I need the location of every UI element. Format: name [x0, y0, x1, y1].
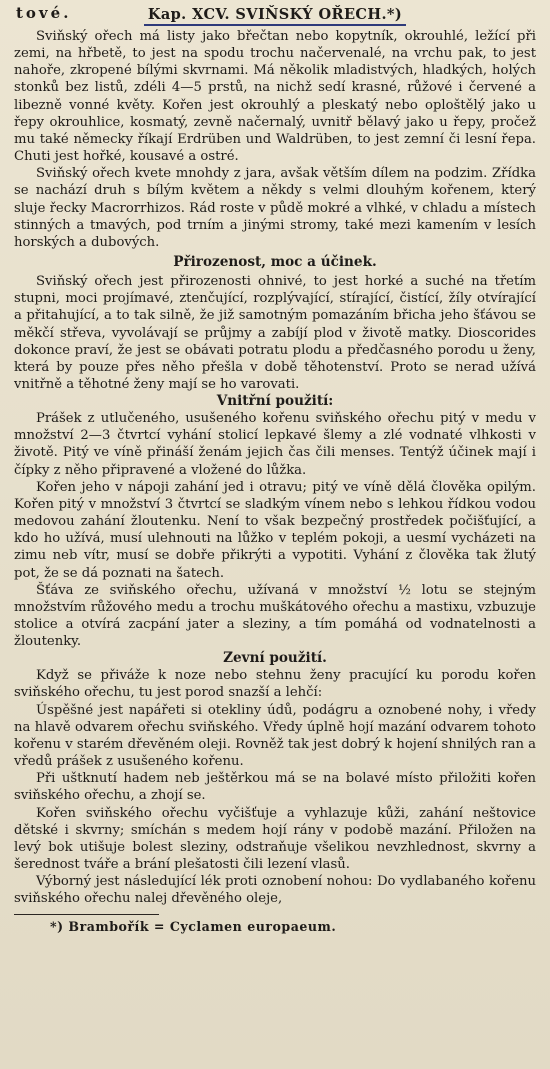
external-paragraph: Kořen sviňského ořechu vyčišťuje a vyhlazuje kůži, zahání neštovice dětské i skvrny; smíchán s medem hojí rány v podobě mazání. Přiložen na levý bok utišuje bolest sleziny, odstraňuje všelikou nevzhlednost, skvrny a šerednost tváře a brání plešatosti čili lezení vlasů.	[14, 805, 536, 873]
external-paragraph: Při uštknutí hadem neb ještěrkou má se na bolavé místo přiložiti kořen sviňského ořechu, a zhojí se.	[14, 771, 536, 804]
nature-paragraph: Sviňský ořech jest přirozenosti ohnivé, to jest horké a suché na třetím stupni, moci projímavé, ztenčující, rozplývající, stírající, čistící, žíly otvírající a přitahující, a to tak silně, že již samotným pomazáním břicha jeho šťávou se měkčí střeva, vyvolávají se průjmy a zabíjí plod v životě matky. Dioscorides dokonce praví, že jest se obávati potratu plodu a předčasného porodu u ženy, která by pouze přes něho přešla v době těhotenství. Proto se nerad užívá vnitřně a těhotné ženy mají se ho varovati.	[14, 274, 536, 392]
external-paragraph: Když se přiváže k noze nebo stehnu ženy pracující ku porodu kořen sviňského ořechu, tu jest porod snazší a lehčí:	[14, 668, 536, 701]
page-header	[14, 4, 536, 28]
footnote: *) Brambořík = Cyclamen europaeum.	[50, 918, 337, 934]
section-heading-nature: Přirozenost, moc a účinek.	[173, 254, 377, 271]
external-paragraph: Úspěšné jest napářeti si otekliny údů, podágru a oznobené nohy, i vředy na hlavě odvarem ořechu sviňského. Vředy úplně hojí mazání odvarem tohoto kořenu v starém dřevěném oleji. Rovněž tak jest dobrý k hojení shnilých ran a vředů prášek z usušeného kořenu.	[14, 702, 536, 770]
external-paragraph: Výborný jest následující lék proti oznobení nohou: Do vydlabaného kořenu sviňského ořechu nalej dřevěného oleje,	[14, 874, 536, 907]
section-heading-internal: Vnitřní použití:	[216, 393, 334, 410]
internal-paragraph: Šťáva ze sviňského ořechu, užívaná v množství ½ lotu se stejným množstvím růžového medu a trochu muškátového ořechu a mastixu, vzbuzuje stolice a otvírá zacpání jater a sleziny, a tím pomáhá od vodnatelnosti a žloutenky.	[14, 582, 536, 650]
previous-page-fragment: tové.	[16, 4, 72, 22]
chapter-title	[14, 6, 536, 23]
section-heading-external: Zevní použití.	[223, 650, 327, 667]
description-paragraph: Sviňský ořech má listy jako břečtan nebo kopytník, okrouhlé, ležící při zemi, na hřbetě, to jest na spodu trochu načervenalé, na vrchu pak, to jest nahoře, zkropené bílými skvrnami. Má několik mladistvých, hladkých, holých stonků bez listů, zdéli 4—5 prstů, na nichž sedí krasné, růžové i červené a libezně vonné květy. Kořen jest okrouhlý a pleskatý nebo oploštělý jako u řepy okrouhlice, kosmatý, zevně načernalý, uvnitř bělavý jako u řepy, pročež mu také německy říkají Erdrüben und Waldrüben, to jest zemní či lesní řepa. Chuti jest hořké, kousavé a ostré.	[14, 29, 536, 165]
internal-paragraph: Kořen jeho v nápoji zahání jed i otravu; pitý ve víně dělá člověka opilým. Kořen pitý v množství 3 čtvrtcí se sladkým vínem nebo s lehkou řídkou vodou medovou zahání žloutenku. Není to však bezpečný prostředek počišťující, a kdo ho užívá, musí ulehnouti na lůžko v teplém pokoji, a uesmí vycházeti na zimu neb vítr, musí se dobře přikrýti a vypotiti. Vyhání z člověka tak žlutý pot, že se dá poznati na šatech.	[14, 479, 536, 581]
internal-paragraph: Prášek z utlučeného, usušeného kořenu sviňského ořechu pitý v medu v množství 2—3 čtvrtcí vyhání stolicí lepkavé šlemy a zlé vodnaté vlhkosti v životě. Pitý ve víně přináší ženám jejich čas čili menses. Tentýž účinek mají i čípky z něho připravené a vložené do lůžka.	[14, 411, 536, 478]
footnote-divider	[14, 914, 159, 915]
chapter-title-text: Kap. XCV. SVIŇSKÝ OŘECH.*)	[144, 6, 406, 26]
description-paragraph: Sviňský ořech kvete mnohdy z jara, avšak větším dílem na podzim. Zřídka se nachází druh s bílým květem a někdy s velmi dlouhým kořenem, který sluje řecky Macrorrhizos. Rád roste v půdě mokré a vlhké, v chladu a místech stinných a tmavých, pod trním a jinými stromy, také mezi kamením v lesích horských a dubových.	[14, 166, 536, 250]
